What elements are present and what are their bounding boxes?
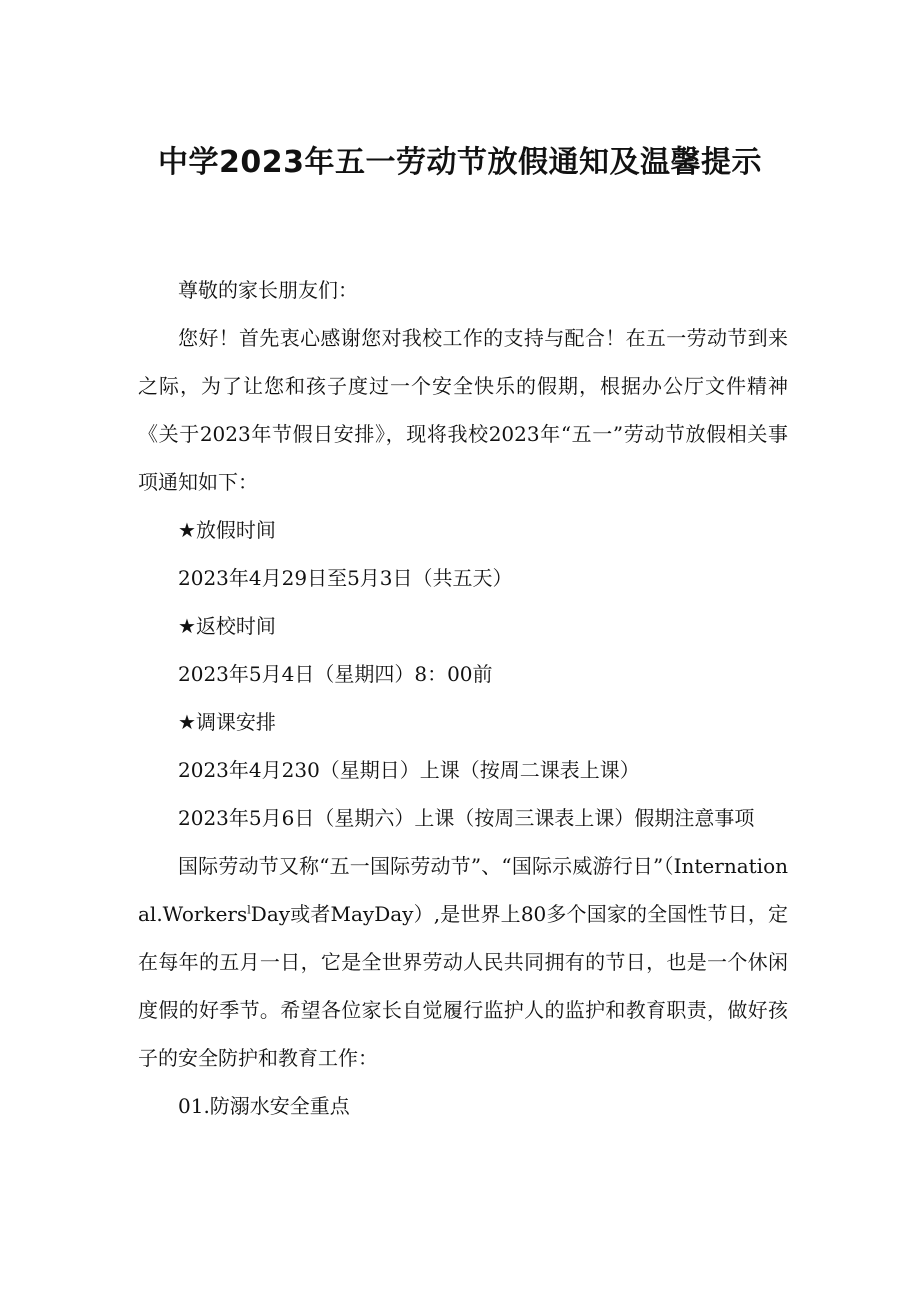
section-heading: 调课安排 (195, 710, 276, 734)
schedule-heading (138, 698, 788, 746)
holiday-text-superscript: l (247, 903, 251, 917)
return-time-content: 2023年5月4日（星期四）8：00前 (178, 662, 493, 686)
section-heading: 返校时间 (195, 614, 276, 638)
item-1-heading: 01.防溺水安全重点 (178, 1094, 350, 1118)
document-title: 中学2023年五一劳动节放假通知及温馨提示 (158, 145, 762, 180)
return-time-heading (138, 602, 788, 650)
vacation-time-heading (138, 506, 788, 554)
holiday-text-part2: Day或者MayDay）,是世界上80多个国家的全国性节日，定在每年的五月一日，它是全世界劳动人民共同拥有的节日，也是一个休闲度假的好季节。希望各位家长自觉履行监护人的监护和教育职责，做好孩子的安全防护和教育工作： (138, 902, 788, 1070)
vacation-time-content: 2023年4月29日至5月3日（共五天） (178, 566, 513, 590)
salutation: 尊敬的家长朋友们： (178, 278, 358, 302)
section-heading: 放假时间 (195, 518, 276, 542)
star-icon: ★ (178, 710, 196, 734)
holiday-paragraph (138, 842, 788, 1082)
schedule-line-1: 2023年4月230（星期日）上课（按周二课表上课） (178, 758, 640, 782)
intro-paragraph: 您好！首先衷心感谢您对我校工作的支持与配合！在五一劳动节到来之际，为了让您和孩子度过一个安全快乐的假期，根据办公厅文件精神《关于2023年节假日安排》，现将我校2023年“五一”劳动节放假相关事项通知如下： (138, 326, 788, 494)
document-body (138, 266, 788, 1130)
holiday-text-part1: 国际劳动节又称“五一国际劳动节”、“国际示威游行日”（International.Workers (138, 854, 788, 926)
star-icon: ★ (178, 518, 196, 542)
schedule-line-2: 2023年5月6日（星期六）上课（按周三课表上课）假期注意事项 (178, 806, 755, 830)
star-icon: ★ (178, 614, 196, 638)
